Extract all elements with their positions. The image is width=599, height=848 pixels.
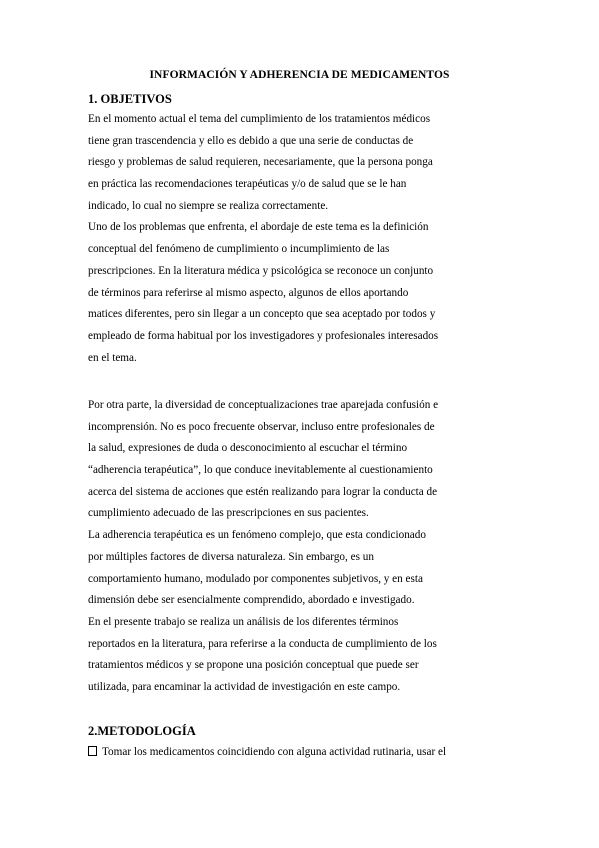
text-line: indicado, lo cual no siempre se realiza correctamente.	[88, 199, 329, 212]
text-line: en el tema.	[88, 351, 137, 364]
text-line: utilizada, para encaminar la actividad de investigación en este campo.	[88, 680, 401, 693]
text-line: en práctica las recomendaciones terapéuticas y/o de salud que se le han	[88, 178, 407, 191]
paragraph-block-2	[88, 395, 538, 699]
text-line: empleado de forma habitual por los investigadores y profesionales interesados	[88, 329, 439, 342]
text-line: conceptual del fenómeno de cumplimiento o incumplimiento de las	[88, 243, 390, 256]
text-line: Uno de los problemas que enfrenta, el abordaje de este tema es la definición	[88, 221, 429, 234]
text-line: riesgo y problemas de salud requieren, necesariamente, que la persona ponga	[88, 156, 433, 169]
text-line: acerca del sistema de acciones que estén realizando para lograr la conducta de	[88, 485, 438, 498]
section-heading-metodologia: 2.METODOLOGÍA	[88, 724, 196, 738]
section-heading-objetivos: 1. OBJETIVOS	[88, 92, 172, 106]
document-title: INFORMACIÓN Y ADHERENCIA DE MEDICAMENTOS	[149, 69, 450, 81]
text-line: cumplimiento adecuado de las prescripciones en sus pacientes.	[88, 507, 369, 520]
text-line: tratamientos médicos y se propone una posición conceptual que puede ser	[88, 659, 419, 672]
paragraph-block-1	[88, 109, 538, 369]
text-line: La adherencia terapéutica es un fenómeno complejo, que esta condicionado	[88, 529, 426, 542]
text-line: En el presente trabajo se realiza un análisis de los diferentes términos	[88, 615, 399, 628]
text-line: por múltiples factores de diversa naturaleza. Sin embargo, es un	[88, 550, 374, 563]
text-line: “adherencia terapéutica”, lo que conduce inevitablemente al cuestionamiento	[88, 464, 433, 477]
text-line: En el momento actual el tema del cumplimiento de los tratamientos médicos	[88, 113, 431, 125]
text-line: dimensión debe ser esencialmente comprendido, abordado e investigado.	[88, 594, 415, 607]
bullet-item	[88, 746, 446, 758]
text-line: comportamiento humano, modulado por componentes subjetivos, y en esta	[88, 572, 423, 585]
text-line: tiene gran trascendencia y ello es debido a que una serie de conductas de	[88, 134, 414, 147]
text-line: reportados en la literatura, para referirse a la conducta de cumplimiento de los	[88, 637, 437, 650]
text-line: prescripciones. En la literatura médica y psicológica se reconoce un conjunto	[88, 264, 434, 277]
bullet-text: Tomar los medicamentos coincidiendo con alguna actividad rutinaria, usar el	[102, 746, 447, 758]
text-line: incomprensión. No es poco frecuente observar, incluso entre profesionales de	[88, 420, 435, 433]
checkbox-bullet-icon	[88, 746, 97, 756]
text-line: la salud, expresiones de duda o desconocimiento al escuchar el término	[88, 442, 408, 455]
text-line: de términos para referirse al mismo aspecto, algunos de ellos aportando	[88, 286, 409, 299]
text-line: matices diferentes, pero sin llegar a un concepto que sea aceptado por todos y	[88, 308, 436, 321]
text-line: Por otra parte, la diversidad de conceptualizaciones trae aparejada confusión e	[88, 399, 439, 411]
